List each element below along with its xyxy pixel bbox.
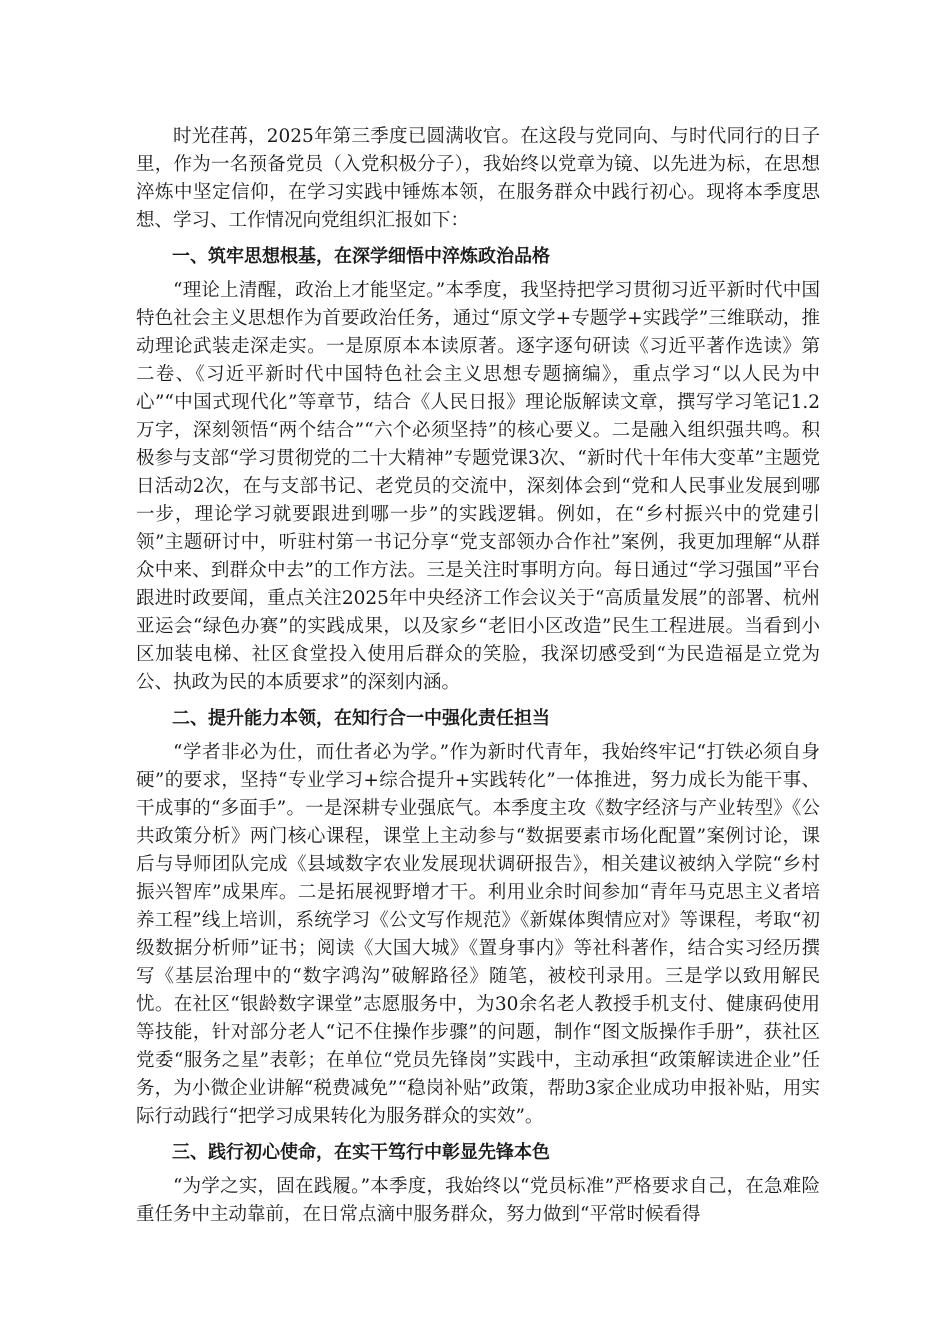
section-3-heading: 三、践行初心使命，在实干笃行中彰显先锋本色 [172,1142,550,1163]
intro-paragraph: 时光荏苒，2025年第三季度已圆满收官。在这段与党同向、与时代同行的日子里，作为一名预备党员（入党积极分子），我始终以党章为镜、以先进为标，在思想淬炼中坚定信仰，在学习实践中锤炼本领，在服务群众中践行初心。现将本季度思想、学习、工作情况向党组织汇报如下： [136,126,820,231]
section-2-body: “学者非必为仕，而仕者必为学。”作为新时代青年，我始终牢记“打铁必须自身硬”的要求，坚持“专业学习+综合提升+实践转化”一体推进，努力成长为能干事、干成事的“多面手”。一是深耕专业强底气。本季度主攻《数字经济与产业转型》《公共政策分析》两门核心课程，课堂上主动参与“数据要素市场化配置”案例讨论，课后与导师团队完成《县域数字农业发展现状调研报告》，相关建议被纳入学院“乡村振兴智库”成果库。二是拓展视野增才干。利用业余时间参加“青年马克思主义者培养工程”线上培训，系统学习《公文写作规范》《新媒体舆情应对》等课程，考取“初级数据分析师”证书；阅读《大国大城》《置身事内》等社科著作，结合实习经历撰写《基层治理中的“数字鸿沟”破解路径》随笔，被校刊录用。三是学以致用解民忧。在社区“银龄数字课堂”志愿服务中，为30余名老人教授手机支付、健康码使用等技能，针对部分老人“记不住操作步骤”的问题，制作“图文版操作手册”，获社区党委“服务之星”表彰；在单位“党员先锋岗”实践中，主动承担“政策解读进企业”任务，为小微企业讲解“税费减免”“稳岗补贴”政策，帮助3家企业成功申报补贴，用实际行动践行“把学习成果转化为服务群众的实效”。 [136,742,820,1127]
section-1-body: “理论上清醒，政治上才能坚定。”本季度，我坚持把学习贯彻习近平新时代中国特色社会主义思想作为首要政治任务，通过“原文学+专题学+实践学”三维联动，推动理论武装走深走实。一是原原本本读原著。逐字逐句研读《习近平著作选读》第二卷、《习近平新时代中国特色社会主义思想专题摘编》，重点学习“以人民为中心”“中国式现代化”等章节，结合《人民日报》理论版解读文章，撰写学习笔记1.2万字，深刻领悟“两个结合”“六个必须坚持”的核心要义。二是融入组织强共鸣。积极参与支部“学习贯彻党的二十大精神”专题党课3次、“新时代十年伟大变革”主题党日活动2次，在与支部书记、老党员的交流中，深刻体会到“党和人民事业发展到哪一步，理论学习就要跟进到哪一步”的实践逻辑。例如，在“乡村振兴中的党建引领”主题研讨中，听驻村第一书记分享“党支部领办合作社”案例，我更加理解“从群众中来、到群众中去”的工作方法。三是关注时事明方向。每日通过“学习强国”平台跟进时政要闻，重点关注2025年中央经济工作会议关于“高质量发展”的部署、杭州亚运会“绿色办赛”的实践成果，以及家乡“老旧小区改造”民生工程进展。当看到小区加装电梯、社区食堂投入使用后群众的笑脸，我深切感受到“为民造福是立党为公、执政为民的本质要求”的深刻内涵。 [136,280,820,693]
section-2-heading: 二、提升能力本领，在知行合一中强化责任担当 [172,708,550,729]
section-1-heading: 一、筑牢思想根基，在深学细悟中淬炼政治品格 [172,246,550,267]
document-page [136,123,820,1229]
section-3-body: “为学之实，固在践履。”本季度，我始终以“党员标准”严格要求自己，在急难险重任务中主动靠前，在日常点滴中服务群众，努力做到“平常时候看得 [136,1176,820,1225]
